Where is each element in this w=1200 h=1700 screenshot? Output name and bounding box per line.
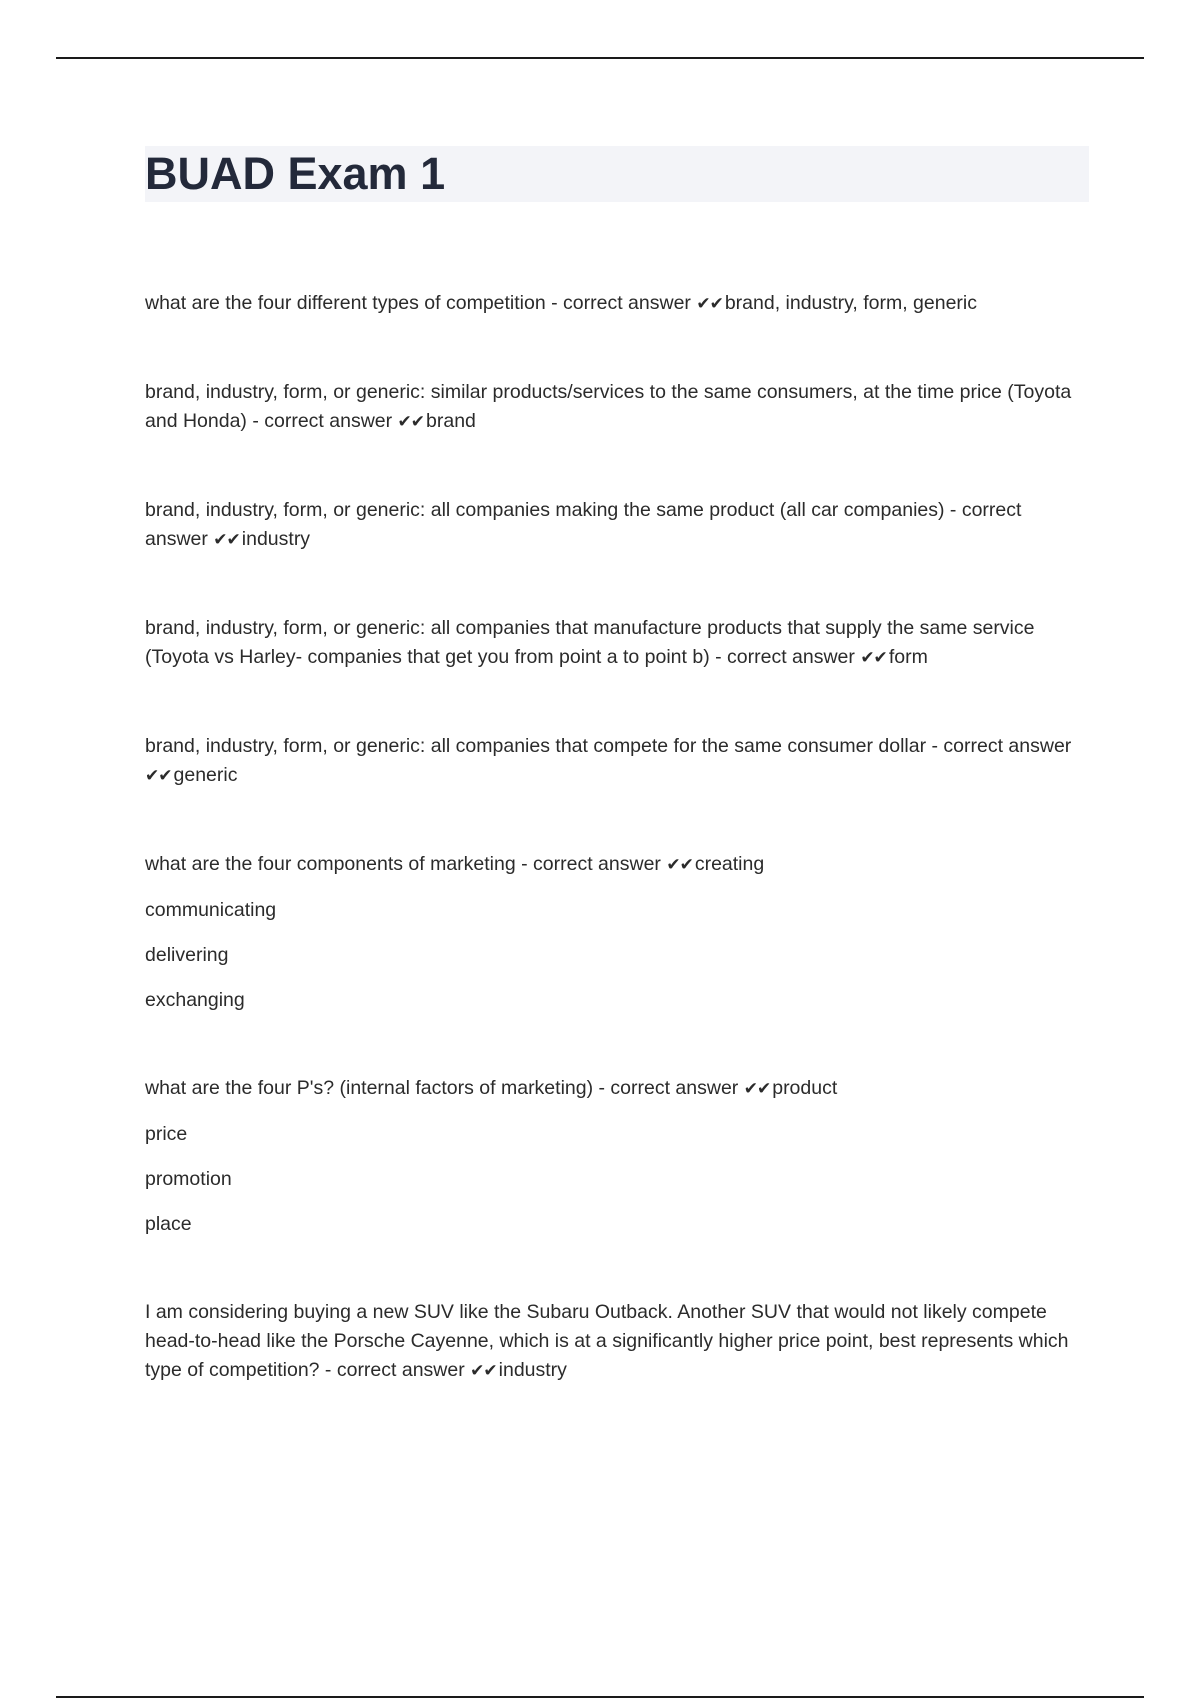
qa-item bbox=[145, 732, 1089, 791]
question-text: brand, industry, form, or generic: all companies that compete for the same consumer dollar - correct answer bbox=[145, 735, 1072, 757]
question-text: what are the four P's? (internal factors of marketing) - correct answer bbox=[145, 1077, 744, 1099]
answer-line: communicating bbox=[145, 899, 277, 921]
question-text: what are the four different types of competition - correct answer bbox=[145, 292, 697, 314]
answer-text: form bbox=[888, 646, 928, 668]
check-mark-icon: ✔✔ bbox=[666, 855, 693, 875]
answer-text: brand, industry, form, generic bbox=[724, 292, 977, 314]
qa-item bbox=[145, 1298, 1089, 1386]
qa-text bbox=[145, 850, 1089, 880]
answer-text: creating bbox=[694, 853, 765, 875]
qa-item bbox=[145, 378, 1089, 437]
question-text: I am considering buying a new SUV like the Subaru Outback. Another SUV that would not likely compete head-to-head like the Porsche Cayenne, which is at a significantly higher price point, best represents which type of competition? - correct answer bbox=[145, 1301, 1069, 1381]
answer-text: brand bbox=[426, 410, 476, 432]
qa-text bbox=[145, 289, 1089, 319]
top-divider bbox=[56, 57, 1144, 59]
qa-text bbox=[145, 614, 1089, 673]
check-mark-icon: ✔✔ bbox=[145, 766, 172, 786]
question-text: brand, industry, form, or generic: all companies that manufacture products that supply the same service (Toyota vs Harley- companies that get you from point a to point b) - correct answer bbox=[145, 617, 1035, 668]
check-mark-icon: ✔✔ bbox=[397, 412, 425, 432]
qa-text bbox=[145, 378, 1089, 437]
answer-line: exchanging bbox=[145, 989, 245, 1011]
qa-text bbox=[145, 1074, 1089, 1104]
answer-line: price bbox=[145, 1123, 188, 1145]
question-text: brand, industry, form, or generic: all companies making the same product (all car companies) - correct answer bbox=[145, 499, 1022, 550]
bottom-divider bbox=[56, 1696, 1144, 1698]
question-text: brand, industry, form, or generic: similar products/services to the same consumers, at the time price (Toyota and Honda) - correct answer bbox=[145, 381, 1072, 432]
qa-text bbox=[145, 1298, 1089, 1386]
qa-text bbox=[145, 732, 1089, 791]
answer-line: delivering bbox=[145, 944, 229, 966]
qa-item bbox=[145, 1074, 1089, 1239]
answer-text: industry bbox=[498, 1359, 567, 1381]
check-mark-icon: ✔✔ bbox=[743, 1079, 771, 1099]
check-mark-icon: ✔✔ bbox=[860, 648, 887, 668]
qa-item bbox=[145, 614, 1089, 673]
check-mark-icon: ✔✔ bbox=[213, 530, 240, 550]
qa-text bbox=[145, 496, 1089, 555]
qa-item bbox=[145, 289, 1089, 319]
check-mark-icon: ✔✔ bbox=[470, 1361, 497, 1381]
question-text: what are the four components of marketing - correct answer bbox=[145, 853, 667, 875]
answer-text: product bbox=[772, 1077, 838, 1099]
qa-list bbox=[145, 289, 1089, 1445]
check-mark-icon: ✔✔ bbox=[696, 294, 723, 314]
page-title: BUAD Exam 1 bbox=[145, 148, 446, 199]
qa-item bbox=[145, 496, 1089, 555]
answer-text: industry bbox=[241, 528, 311, 550]
answer-line: promotion bbox=[145, 1168, 232, 1190]
answer-line: place bbox=[145, 1213, 192, 1235]
answer-text: generic bbox=[173, 764, 238, 786]
qa-item bbox=[145, 850, 1089, 1015]
